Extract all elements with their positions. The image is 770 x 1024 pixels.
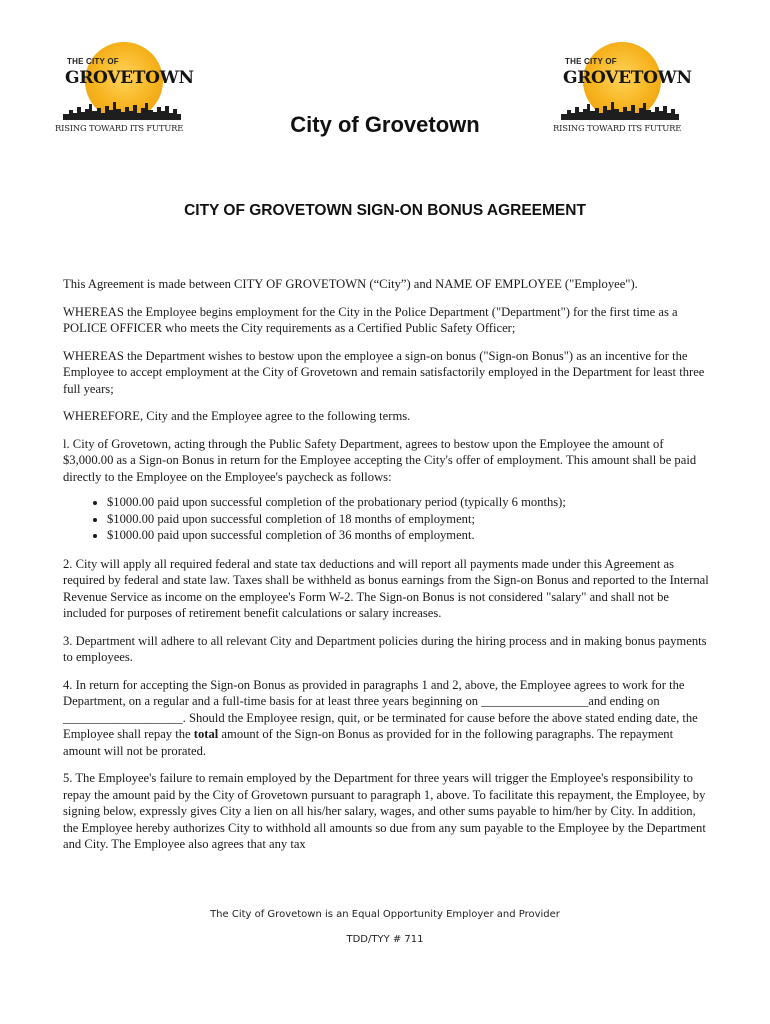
list-item: • $1000.00 paid upon successful completion of 18 months of employment;: [107, 511, 713, 528]
logo-tagline: RISING TOWARD ITS FUTURE: [553, 123, 682, 133]
paragraph-5: 5. The Employee's failure to remain employed by the Department for three years will trigger the Employee's responsibility to repay the amount paid by the City of Grovetown pursuant to paragraph 1, above. To facilitate this repayment, the Employee, by signing below, expressly gives City a lien on all his/her salary, wages, and other sums payable to him/her by City. In addition, the Employee hereby authorizes City to withhold all amounts so due from any sum payable to the Employee by the Department and City. The Employee also agrees that any tax: [63, 771, 706, 851]
footer-eeo-statement: The City of Grovetown is an Equal Opportunity Employer and Provider: [210, 909, 560, 920]
list-item: • $1000.00 paid upon successful completion of the probationary period (typically 6 months);: [107, 494, 713, 511]
paragraph-4: [63, 677, 713, 760]
logo-name: GROVETOWN: [563, 68, 692, 88]
logo-name: GROVETOWN: [65, 68, 194, 88]
paragraph-2: 2. City will apply all required federal and state tax deductions and will report all payments made under this Agreement as required by federal and state law. Taxes shall be withheld as bonus earnings from the Sign-on Bonus and reported to the Internal Revenue Service as income on the employee's Form W-2. The Sign-on Bonus is not considered "salary" and shall not be included for purposes of retirement benefit calculations or salary increases.: [63, 556, 709, 620]
logo-tagline: RISING TOWARD ITS FUTURE: [55, 123, 184, 133]
logo-the-city-of: THE CITY OF: [565, 57, 617, 66]
document-title: CITY OF GROVETOWN SIGN-ON BONUS AGREEMENT: [184, 202, 586, 219]
wherefore-paragraph: WHEREFORE, City and the Employee agree to the following terms.: [63, 409, 411, 423]
whereas-paragraph-2: WHEREAS the Department wishes to bestow upon the employee a sign-on bonus ("Sign-on Bonus") as an incentive for the Employee to accept employment at the City of Grovetown and remain satisfactorily employed in the Department for least three full years;: [63, 348, 705, 396]
paragraph-1: l. City of Grovetown, acting through the Public Safety Department, agrees to bestow upon the Employee the amount of $3,000.00 as a Sign-on Bonus in return for the Employee accepting the City's offer of employment. This amount shall be paid directly to the Employee on the Employee's paycheck as follows:: [63, 436, 697, 484]
intro-paragraph: This Agreement is made between CITY OF GROVETOWN (“City”) and NAME OF EMPLOYEE ("Employee").: [63, 277, 638, 291]
footer-tdd-number: TDD/TYY # 711: [346, 934, 424, 945]
paragraph-4-bold-word: total: [193, 727, 219, 741]
logo-the-city-of: THE CITY OF: [67, 57, 119, 66]
list-item: • $1000.00 paid upon successful completion of 36 months of employment.: [107, 527, 713, 544]
agreement-body: [63, 276, 713, 864]
paragraph-4-part-a: 4. In return for accepting the Sign-on Bonus as provided in paragraphs 1 and 2, above, the Employee agrees to work for the Department, on a regular and a full-time basis for at least three years beginning on _________________and ending on ___________________. Should the Employee resign, quit, or be terminated for cause before the above stated ending date, the Employee shall repay the: [63, 677, 698, 741]
paragraph-3: 3. Department will adhere to all relevant City and Department policies during the hiring process and in making bonus payments to employees.: [63, 633, 707, 664]
payment-schedule-list: [63, 494, 713, 544]
page-heading: City of Grovetown: [290, 112, 480, 137]
paragraph-4-part-b: amount of the Sign-on Bonus as provided for in the following paragraphs. The repayment amount will not be prorated.: [63, 727, 674, 758]
whereas-paragraph-1: WHEREAS the Employee begins employment for the City in the Police Department ("Department") for the first time as a POLICE OFFICER who meets the City requirements as a Certified Public Safety Officer;: [63, 304, 678, 335]
